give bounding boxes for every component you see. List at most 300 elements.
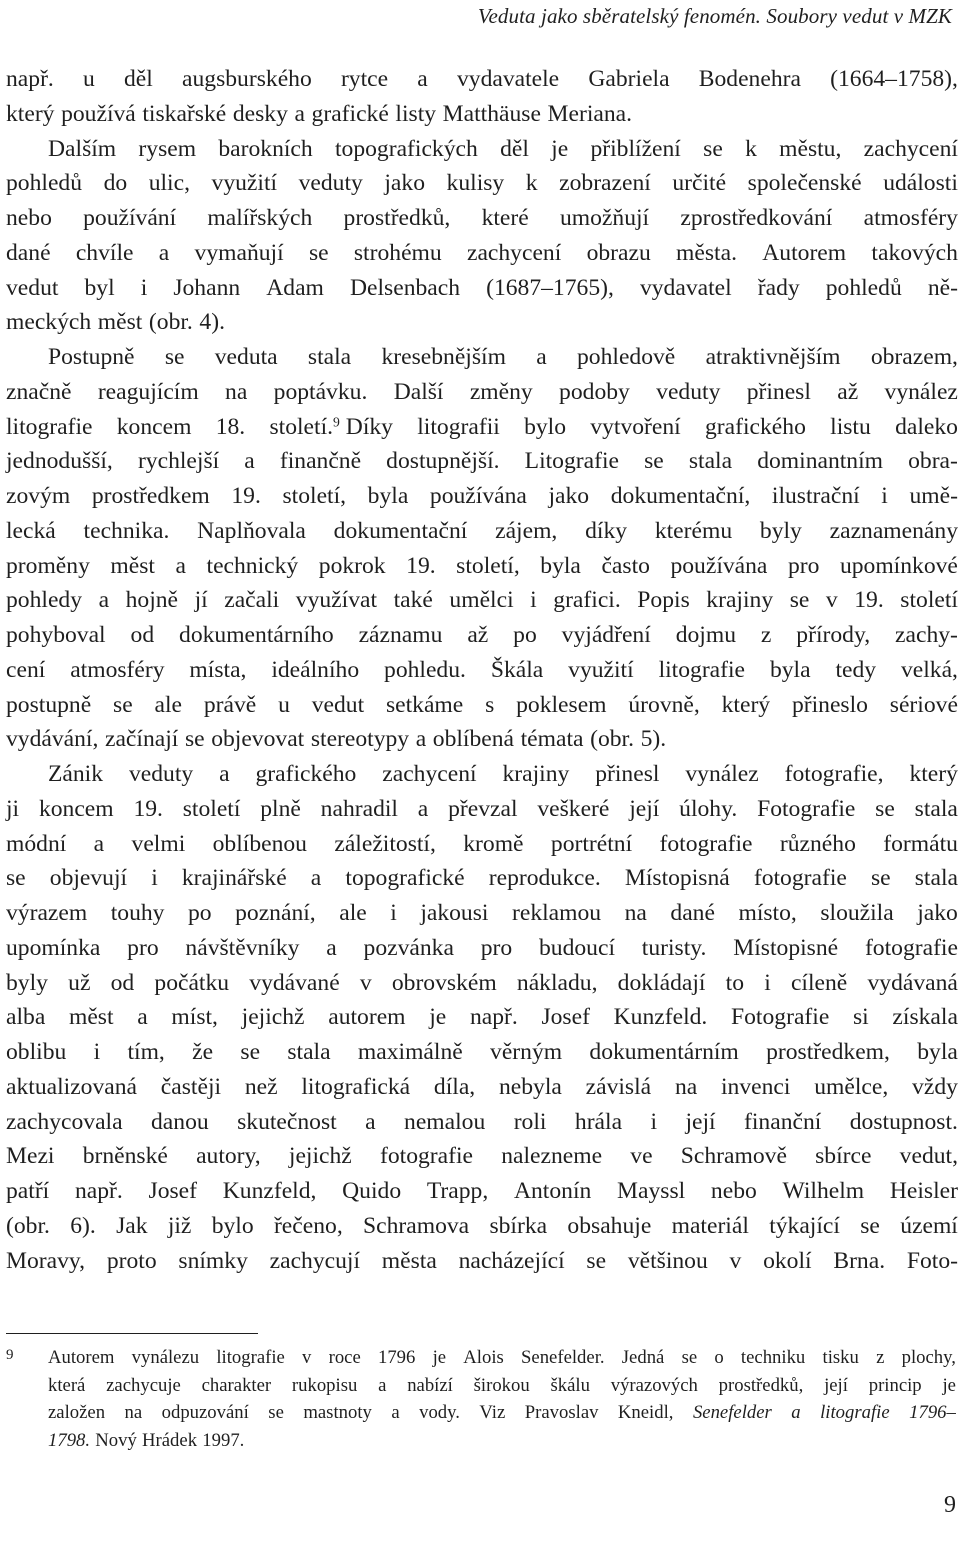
word: velmi — [131, 830, 186, 857]
word: se — [308, 239, 329, 266]
text-line — [6, 1000, 958, 1035]
word: a — [137, 1004, 148, 1031]
word: a — [378, 1374, 387, 1396]
word: invenci — [721, 1073, 791, 1100]
word: a — [365, 1108, 376, 1135]
word: autory, — [196, 1143, 261, 1170]
word: dojmu — [675, 622, 736, 648]
word: nákladu, — [516, 969, 598, 996]
word: jako — [548, 483, 590, 509]
word: nabízí — [407, 1374, 453, 1396]
word: do — [103, 170, 128, 197]
word: Bodenehra — [698, 66, 801, 92]
word: litografická — [301, 1073, 411, 1100]
word: Nový — [95, 1429, 137, 1451]
word: 1798. — [48, 1429, 91, 1451]
word: princip — [868, 1374, 922, 1396]
footnote-text — [48, 1344, 956, 1454]
word: Adam — [266, 274, 324, 301]
word: litografie — [216, 1347, 285, 1368]
word: vydávané — [249, 969, 340, 996]
word: skutečnost — [237, 1108, 337, 1135]
word: Matthäuse — [442, 100, 541, 127]
word: měst — [97, 309, 143, 336]
word: zprostředkování — [680, 205, 833, 231]
word: veškeré — [537, 795, 610, 822]
word: ideálního — [271, 656, 360, 683]
word: místa, — [189, 656, 247, 683]
text-line — [6, 1035, 958, 1070]
word: setkáme — [385, 691, 464, 718]
word: listu — [830, 413, 871, 440]
word: i — [93, 1039, 101, 1065]
word: Brna. — [833, 1247, 886, 1274]
word: dané — [6, 239, 51, 266]
word: století, — [282, 483, 347, 509]
text-line — [6, 549, 958, 584]
word: Trapp, — [426, 1178, 489, 1204]
word: že — [192, 1039, 214, 1065]
word: často — [601, 552, 650, 579]
word: Heisler — [889, 1178, 958, 1204]
word: Naplňovala — [197, 517, 306, 544]
word: i — [390, 900, 397, 926]
word: jakousi — [420, 900, 489, 926]
word: barokních — [218, 135, 313, 162]
text-line — [6, 757, 958, 792]
page-number: 9 — [944, 1492, 956, 1518]
word: a — [294, 100, 305, 127]
word: děl — [500, 135, 529, 162]
word: vydávání, — [6, 726, 99, 753]
word: prostředkem, — [766, 1039, 890, 1065]
word: bylo — [524, 413, 567, 440]
word: různého — [779, 830, 856, 857]
word: se — [875, 795, 895, 822]
word: počátku — [154, 969, 230, 996]
word: která — [48, 1374, 86, 1396]
word: který — [6, 100, 55, 127]
word: 6). — [70, 1212, 96, 1239]
text-line — [6, 375, 958, 410]
word: pohledy — [6, 587, 83, 614]
word: Antonín — [513, 1178, 592, 1204]
word: přinesl — [746, 378, 811, 405]
word: listy — [395, 100, 437, 127]
text-line — [6, 896, 958, 931]
word: od — [130, 622, 155, 648]
word: a — [417, 66, 428, 92]
word: strohému — [353, 239, 442, 266]
word: charakter — [201, 1374, 272, 1396]
word: fotografie — [753, 865, 847, 892]
word: krajiny — [502, 761, 570, 787]
word: dokládají — [617, 969, 706, 996]
word: řečeno, — [273, 1212, 343, 1239]
text-line — [6, 410, 958, 445]
word: jednodušší, — [6, 448, 113, 475]
word: ve — [630, 1143, 653, 1170]
word: se — [240, 1039, 261, 1065]
word: a — [791, 1402, 801, 1423]
word: postupně — [6, 691, 92, 718]
word: jako — [917, 900, 958, 926]
word: její — [685, 1108, 716, 1135]
text-line — [6, 201, 958, 236]
word: 19. — [854, 587, 884, 614]
word: výrazových — [610, 1374, 698, 1396]
word: koncem — [38, 795, 114, 822]
word: k — [525, 170, 538, 197]
word: Fotografie — [757, 795, 856, 822]
word: roli — [513, 1108, 547, 1135]
word: ji — [6, 795, 20, 822]
word: záznamu — [358, 622, 443, 648]
word: Gabriela — [588, 66, 670, 92]
word: dokumentační, — [610, 483, 751, 509]
word: plně — [260, 795, 301, 822]
word: výrazem — [6, 900, 88, 926]
word: v — [302, 1347, 312, 1368]
word: grafického — [705, 413, 806, 440]
word: grafické — [311, 100, 389, 127]
word: litografie — [820, 1402, 890, 1423]
word: Pravoslav — [524, 1402, 599, 1423]
word: obra- — [908, 448, 958, 475]
word: události — [883, 170, 958, 197]
word: i — [140, 274, 148, 301]
word: děl — [124, 66, 153, 92]
word: se — [644, 448, 664, 475]
word: a — [417, 795, 429, 822]
footnote-divider — [6, 1333, 258, 1334]
text-line — [6, 305, 958, 340]
word: krajiny — [706, 587, 774, 614]
word: až — [837, 378, 859, 405]
word: to — [725, 969, 745, 996]
word: sbírce — [815, 1143, 872, 1170]
word: snímky — [178, 1247, 248, 1274]
word: kulisy — [446, 170, 505, 197]
word: úlohy. — [679, 795, 738, 822]
word: odpuzování — [161, 1402, 249, 1423]
word: začínají — [104, 726, 179, 753]
word: využívat — [295, 587, 378, 614]
word: byly — [6, 969, 48, 996]
word: se — [789, 587, 810, 614]
word: i — [881, 483, 888, 509]
word: jako — [384, 170, 425, 197]
word: si — [852, 1004, 869, 1031]
word: přírody, — [796, 622, 871, 648]
text-line — [6, 340, 958, 375]
word: Senefelder — [692, 1402, 772, 1423]
word: které — [481, 205, 529, 231]
word: který — [909, 761, 958, 787]
word: nebo — [710, 1178, 757, 1204]
word: maximálně — [357, 1039, 463, 1065]
word: místo, — [738, 900, 797, 926]
word: i — [151, 865, 158, 892]
word: se — [6, 865, 26, 892]
text-line — [6, 132, 958, 167]
word: 19. — [133, 795, 163, 822]
word: vedut — [311, 691, 365, 718]
word: litografie — [658, 656, 746, 683]
word: častěji — [160, 1073, 222, 1100]
word: Foto- — [906, 1247, 958, 1274]
word: fotografie, — [784, 761, 884, 787]
word: stereotypy — [310, 726, 410, 753]
word: Škála — [490, 656, 544, 683]
word: jejichž — [241, 1004, 305, 1031]
word: dokumentační — [333, 517, 468, 544]
word: cíleně — [790, 969, 848, 996]
word: Schramova — [363, 1212, 470, 1239]
word: reklamou — [511, 900, 602, 926]
word: oblíbená — [432, 726, 515, 753]
word: se — [870, 865, 891, 892]
word: atraktivnějším — [705, 344, 841, 370]
word: Místopisná — [624, 865, 730, 892]
text-line — [6, 792, 958, 827]
word: než — [244, 1073, 278, 1100]
word: autorem — [328, 1004, 406, 1031]
word: rytce — [340, 66, 389, 92]
word: díky — [585, 517, 628, 544]
word: století — [182, 795, 241, 822]
word: zovým — [6, 483, 71, 509]
word: bylo — [211, 1212, 254, 1239]
word: zachycení — [382, 761, 477, 787]
word: je — [432, 1347, 447, 1368]
word: je — [942, 1374, 956, 1396]
word: topografické — [345, 865, 465, 892]
word: obrazu — [586, 239, 651, 266]
word: např. — [469, 1004, 518, 1031]
word: úrovně, — [628, 691, 700, 718]
word: který — [721, 691, 771, 718]
word: tisku — [822, 1347, 859, 1368]
word: používání — [83, 205, 177, 231]
word: obrovském — [391, 969, 497, 996]
word: stala — [914, 795, 958, 822]
word: je — [429, 1004, 447, 1031]
word: na — [124, 1402, 143, 1423]
word: města — [381, 1247, 437, 1274]
word: 1997. — [202, 1429, 245, 1451]
word: na — [624, 900, 647, 926]
word: z — [876, 1347, 885, 1368]
word: dostupnější. — [386, 448, 500, 475]
word: zachycuje — [106, 1374, 181, 1396]
word: vydavatel — [639, 274, 732, 301]
word: Hrádek — [142, 1429, 198, 1451]
text-line — [6, 1105, 958, 1140]
word: atmosféry — [70, 656, 165, 683]
word: století, — [456, 552, 520, 579]
word: kresebnějším — [381, 344, 506, 370]
word: budoucí — [538, 934, 615, 961]
word: Mezi — [6, 1143, 55, 1170]
word: pro — [480, 934, 513, 961]
word: portrétní — [550, 830, 633, 857]
word: Litografie — [524, 448, 619, 475]
word: fotografie — [864, 934, 958, 961]
word: pokrok — [318, 552, 386, 579]
word: techniku — [740, 1347, 806, 1368]
word: její — [824, 1374, 848, 1396]
word: Další — [393, 378, 444, 405]
word: touhy — [110, 900, 165, 926]
word: vydavatele — [456, 66, 560, 92]
word: lecká — [6, 517, 56, 544]
word: vedut, — [899, 1143, 958, 1170]
word: vynález — [884, 378, 958, 405]
word: vynález — [685, 761, 759, 787]
word: litografie — [6, 413, 93, 440]
word: formátu — [883, 830, 958, 857]
word: a — [244, 448, 255, 475]
word: pohledově — [577, 344, 676, 370]
word: se — [681, 1347, 698, 1368]
word: pohledů — [825, 274, 902, 301]
word: 18. — [215, 413, 246, 440]
text-line — [48, 1427, 956, 1455]
word: upomínkové — [839, 552, 958, 579]
word: až — [467, 622, 489, 648]
word: díla, — [433, 1073, 476, 1100]
word: Alois — [463, 1347, 504, 1368]
word: Kunzfeld, — [222, 1178, 317, 1204]
word: Senefelder. — [521, 1347, 605, 1368]
word: brněnské — [82, 1143, 168, 1170]
word: k — [745, 135, 757, 162]
word: nebyla — [498, 1073, 562, 1100]
word: z — [760, 622, 772, 648]
word: finanční — [744, 1108, 822, 1135]
word: změny — [469, 378, 533, 405]
text-line — [6, 653, 958, 688]
word: veduta — [214, 344, 278, 370]
word: používána — [429, 483, 527, 509]
word: reprodukce. — [488, 865, 601, 892]
word: širokou — [473, 1374, 530, 1396]
word: přineslo — [791, 691, 868, 718]
word: jejichž — [288, 1143, 352, 1170]
word: fotografie — [380, 1143, 474, 1170]
word: se — [164, 344, 185, 370]
word: veduty — [656, 378, 721, 405]
word: prostředků, — [343, 205, 451, 231]
word: a — [310, 865, 322, 892]
word: přinesl — [595, 761, 660, 787]
word: (1687–1765), — [486, 274, 614, 301]
word: oblibu — [6, 1039, 67, 1065]
word: meckých — [6, 309, 92, 336]
word: Kunzfeld. — [613, 1004, 708, 1031]
text-line — [6, 1174, 958, 1209]
word: témata — [520, 726, 584, 753]
word: proto — [106, 1247, 157, 1274]
word: nahradil — [320, 795, 398, 822]
word: století — [900, 587, 958, 614]
word: ale — [154, 691, 183, 718]
word: Postupně — [48, 344, 135, 370]
word: určité — [672, 170, 727, 197]
word: objevují — [49, 865, 128, 892]
word: zaznamenány — [829, 517, 958, 544]
word: malířských — [207, 205, 313, 231]
word: zachycení — [466, 239, 562, 266]
word: už — [68, 969, 91, 996]
word: grafici. — [553, 587, 621, 614]
word: dané — [670, 900, 715, 926]
word: zachy- — [895, 622, 958, 648]
word: dokumentárním — [589, 1039, 739, 1065]
text-line — [6, 688, 958, 723]
word: Fotografie — [731, 1004, 830, 1031]
word: daleko — [895, 413, 958, 440]
word: danou — [151, 1108, 209, 1135]
word: i — [650, 1108, 658, 1135]
word: upomínka — [6, 934, 101, 961]
word: dokumentárního — [179, 622, 334, 648]
word: v — [825, 587, 838, 614]
word: umě- — [909, 483, 958, 509]
word: se — [860, 1212, 880, 1239]
word: ale — [339, 900, 367, 926]
word: patří — [6, 1178, 50, 1204]
word: 19. — [231, 483, 261, 509]
word: dostupnost. — [849, 1108, 958, 1135]
word: a — [98, 587, 110, 614]
word: (1664–1758), — [830, 66, 958, 92]
word: koncem — [116, 413, 192, 440]
word: nemalou — [404, 1108, 486, 1135]
word: již — [167, 1212, 192, 1239]
word: získala — [892, 1004, 958, 1031]
word: technický — [206, 552, 299, 579]
word: vyjádření — [561, 622, 651, 648]
word: většinou — [627, 1247, 708, 1274]
word: sbírka — [489, 1212, 548, 1239]
word: se — [586, 1247, 607, 1274]
text-line — [6, 271, 958, 306]
word: Popis — [637, 587, 690, 614]
word: kromě — [463, 830, 524, 857]
word: turisty. — [641, 934, 707, 961]
text-line — [6, 931, 958, 966]
word: aktualizovaná — [6, 1073, 138, 1100]
word: sloužila — [820, 900, 894, 926]
word: návštěvníky — [185, 934, 300, 961]
word: pro — [787, 552, 820, 579]
word: stala — [688, 448, 733, 475]
word: ně- — [927, 274, 958, 301]
word: je — [551, 135, 569, 162]
word: plochy, — [901, 1347, 956, 1368]
text-line — [6, 1244, 958, 1279]
text-line — [6, 827, 958, 862]
word: umělci — [449, 587, 514, 614]
word: po — [513, 622, 537, 648]
word: 1796 — [377, 1347, 416, 1368]
text-line — [6, 514, 958, 549]
word: a — [536, 344, 547, 370]
word: řady — [757, 274, 800, 301]
word: na — [225, 378, 248, 405]
